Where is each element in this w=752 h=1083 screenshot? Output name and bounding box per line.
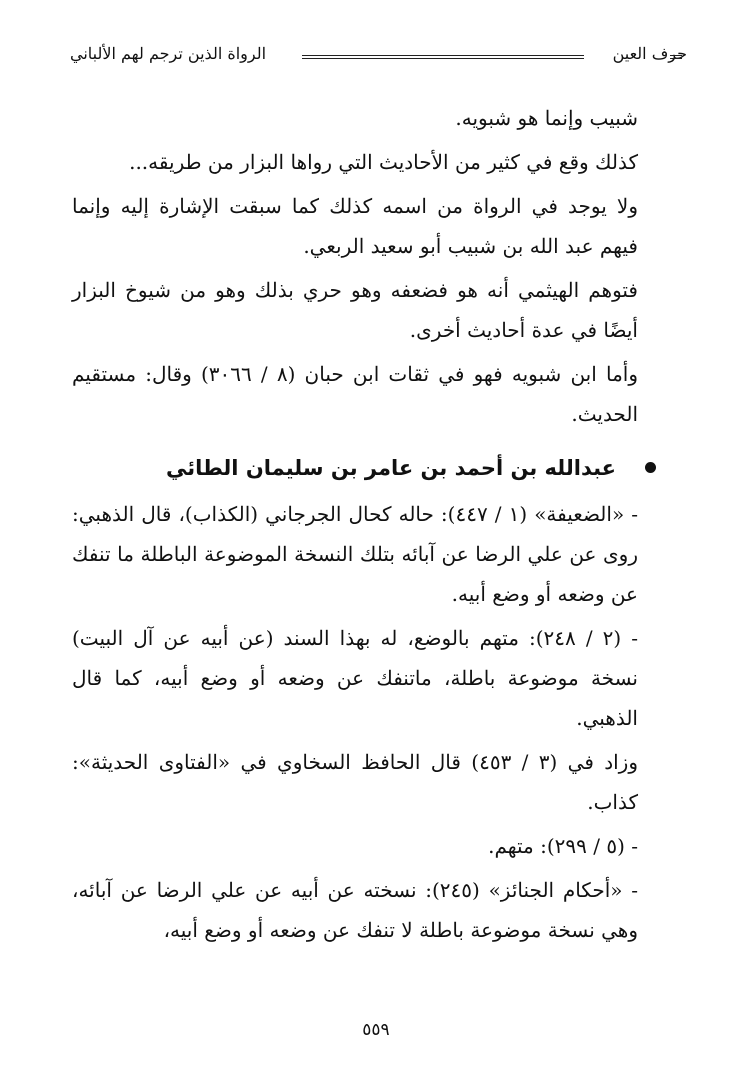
running-header	[70, 42, 687, 72]
bullet-icon	[645, 462, 656, 473]
page-number: ٥٥٩	[362, 1020, 390, 1040]
paragraph: فتوهم الهيثمي أنه هو فضعفه وهو حري بذلك وهو من شيوخ البزار أيضًا في عدة أحاديث أخرى.	[72, 278, 638, 342]
paragraph: - (٥ / ٢٩٩): متهم.	[488, 834, 638, 858]
chapter-title: حرف العين	[612, 44, 687, 63]
paragraph: - «الضعيفة» (١ / ٤٤٧): حاله كحال الجرجاني (الكذاب)، قال الذهبي: روى عن علي الرضا عن آبائه بتلك النسخة الموضوعة الباطلة ما تنفك عن وضعه أو وضع أبيه.	[72, 502, 638, 606]
header-rule-left	[302, 55, 584, 59]
paragraph: - (٢ / ٢٤٨): متهم بالوضع، له بهذا السند (عن أبيه عن آل البيت) نسخة موضوعة باطلة، ماتنفك عن وضعه أو وضع أبيه، كما قال الذهبي.	[72, 626, 638, 730]
page-body	[72, 98, 638, 954]
paragraph: وزاد في (٣ / ٤٥٣) قال الحافظ السخاوي في «الفتاوى الحديثة»: كذاب.	[72, 750, 638, 814]
paragraph: - «أحكام الجنائز» (٢٤٥): نسخته عن أبيه عن علي الرضا عن آبائه، وهي نسخة موضوعة باطلة لا تنفك عن وضعه أو وضع أبيه،	[72, 878, 638, 942]
paragraph: ولا يوجد في الرواة من اسمه كذلك كما سبقت الإشارة إليه وإنما فيهم عبد الله بن شبيب أبو سعيد الربعي.	[72, 194, 638, 258]
paragraph: كذلك وقع في كثير من الأحاديث التي رواها البزار من طريقه...	[129, 150, 638, 174]
paragraph: شبيب وإنما هو شبويه.	[455, 106, 638, 130]
entry-heading	[72, 448, 638, 488]
entry-heading-text: عبدالله بن أحمد بن عامر بن سليمان الطائي	[165, 456, 616, 480]
section-title: الرواة الذين ترجم لهم الألباني	[70, 44, 267, 63]
paragraph: وأما ابن شبويه فهو في ثقات ابن حبان (٨ / ٣٠٦٦) وقال: مستقيم الحديث.	[72, 362, 638, 426]
header-rule-right	[670, 55, 682, 59]
